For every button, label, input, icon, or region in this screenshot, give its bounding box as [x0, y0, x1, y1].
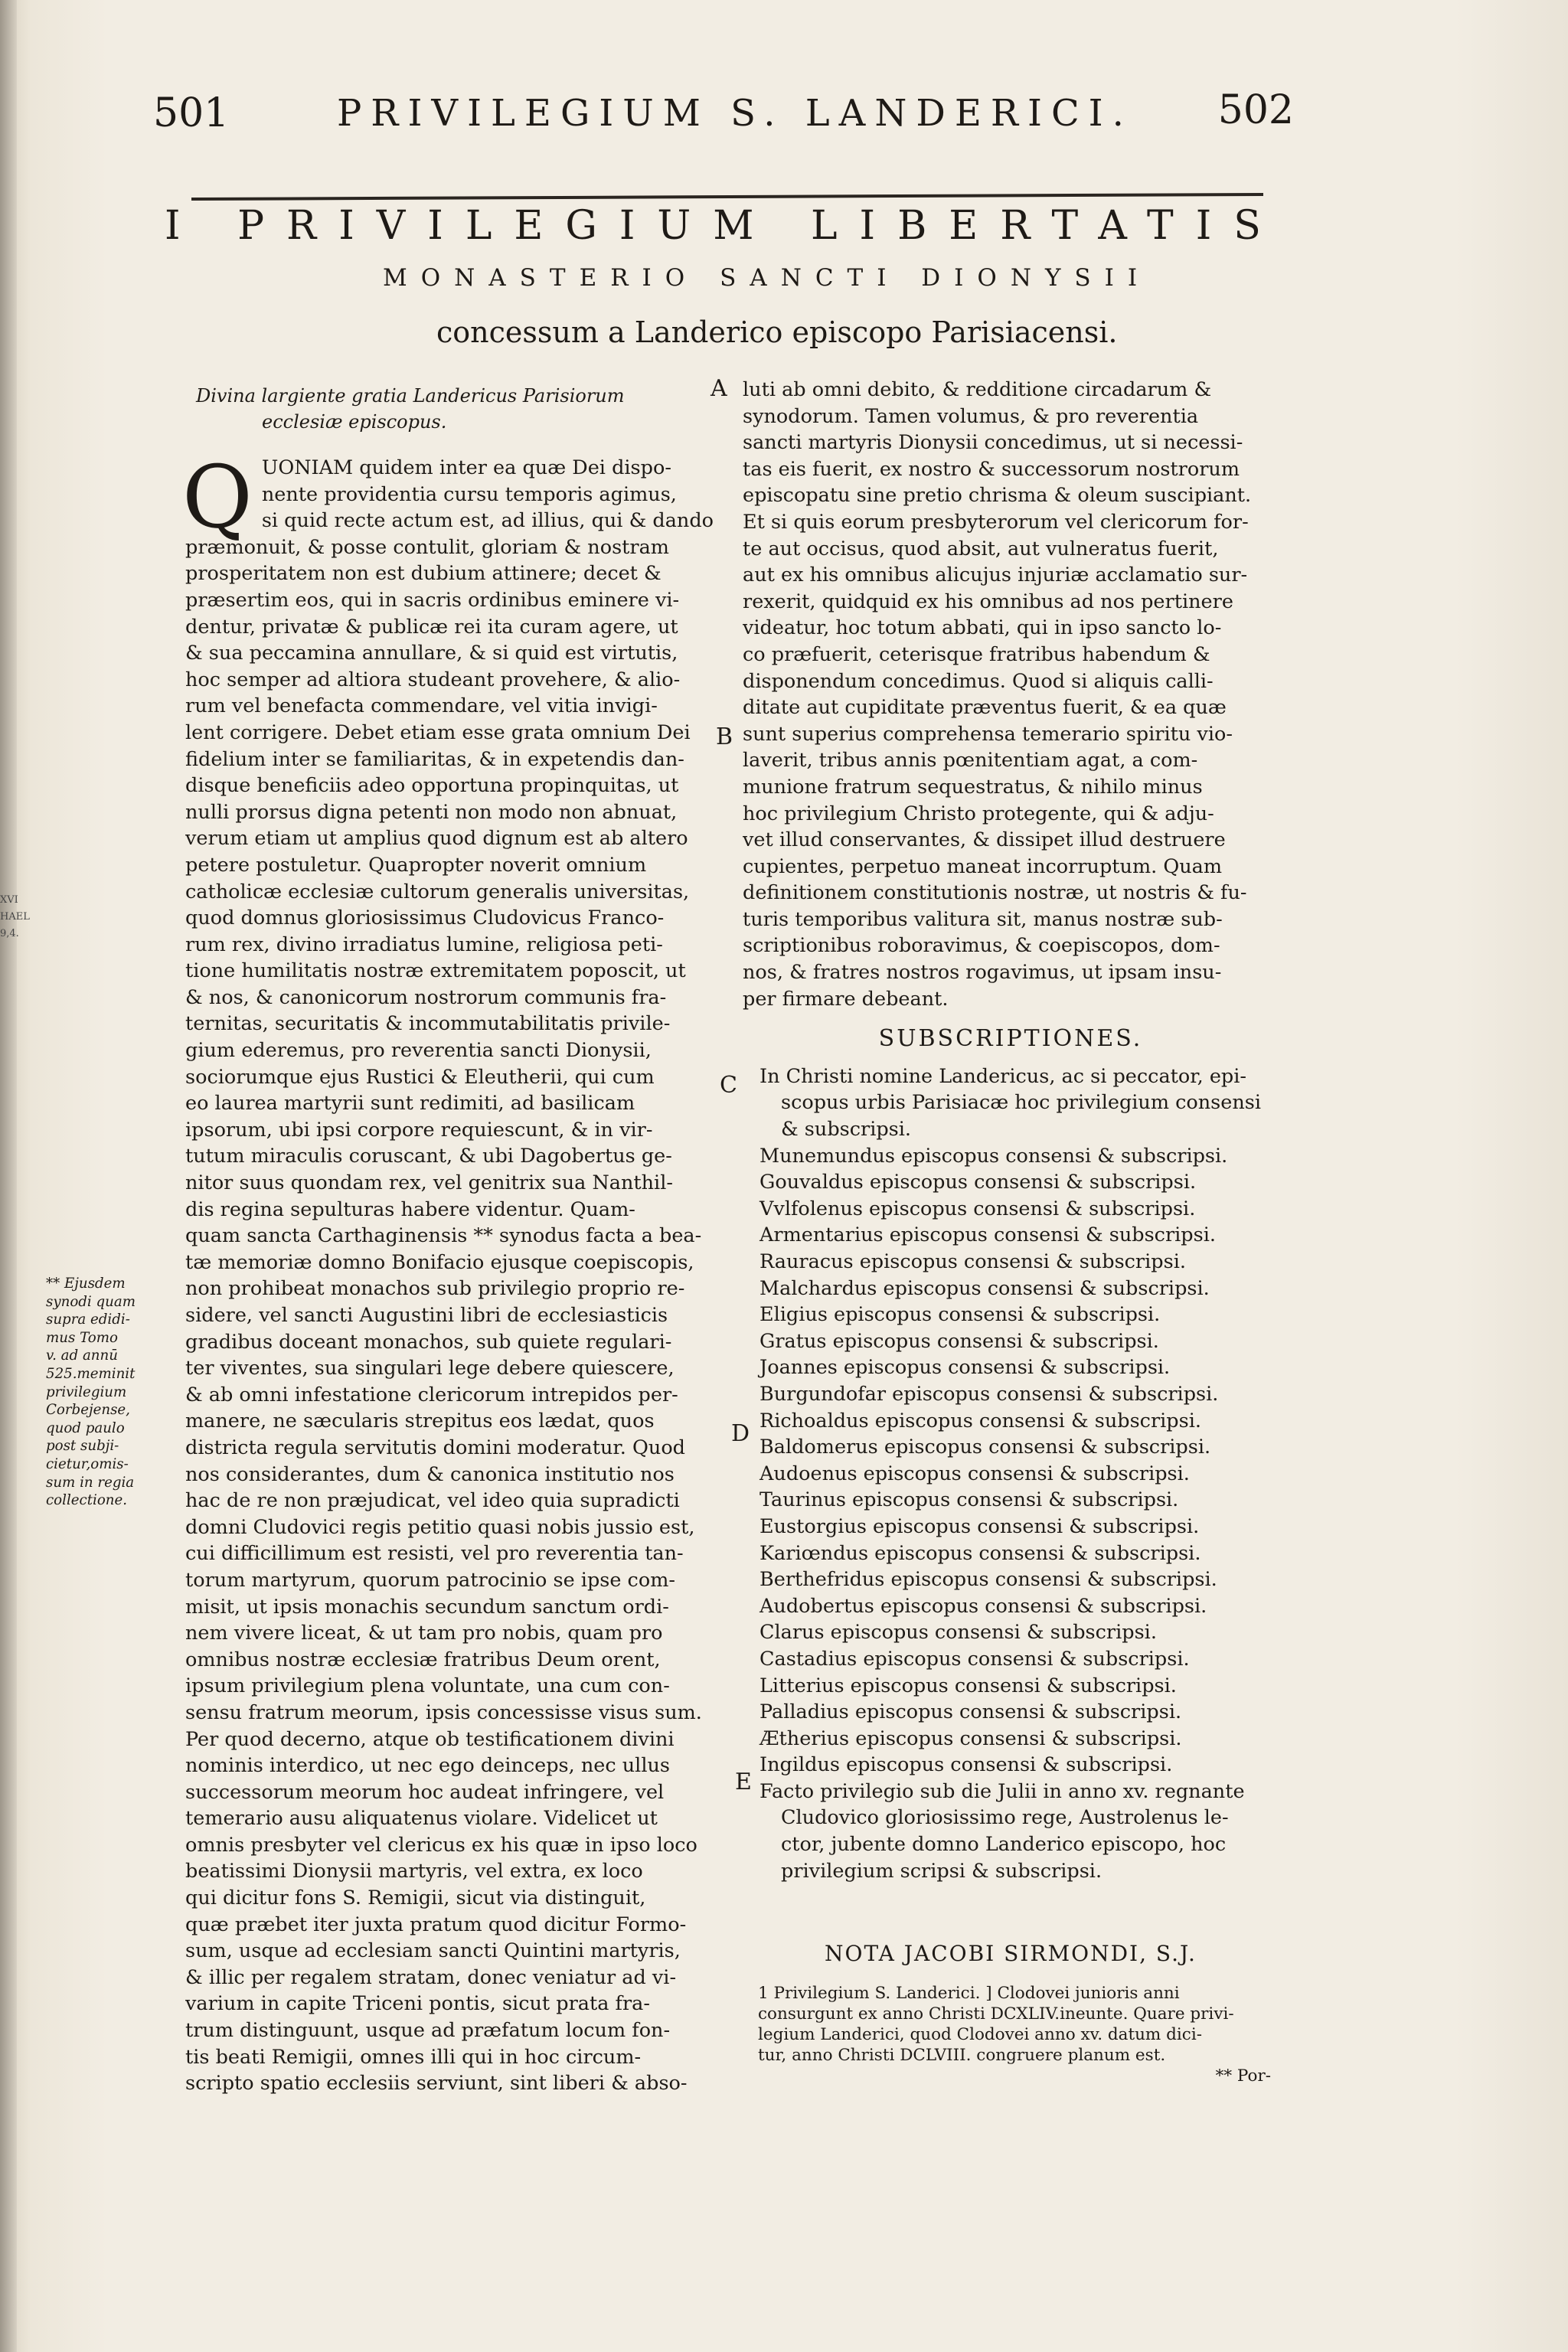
margin-note-line: 525.meminit: [46, 1365, 136, 1382]
salutation-line: ecclesiæ episcopus.: [262, 411, 447, 433]
title-line-1: I PRIVILEGIUM LIBERTATIS: [165, 203, 1283, 249]
text-line: definitionem constitutionis nostræ, ut nostris & fu-: [743, 881, 1247, 905]
text-line: trum distinguunt, usque ad præfatum locum fon-: [185, 2019, 671, 2043]
text-line: successorum meorum hoc audeat infringere, vel: [185, 1780, 665, 1804]
text-line: & illic per regalem stratam, donec veniatur ad vi-: [185, 1965, 677, 1989]
subscription-line: Ingildus episcopus consensi & subscripsi.: [760, 1753, 1173, 1777]
text-line: aut ex his omnibus alicujus injuriæ acclamatio sur-: [743, 564, 1248, 587]
text-line: hoc privilegium Christo protegente, qui & adju-: [743, 802, 1214, 825]
section-letter-c: C: [720, 1072, 737, 1099]
subscription-line: Ætherius episcopus consensi & subscripsi.: [760, 1726, 1182, 1750]
text-line: tutum miraculis coruscant, & ubi Dagobertus ge-: [185, 1145, 672, 1168]
text-line: nos considerantes, dum & canonica institutio nos: [185, 1462, 675, 1486]
edge-line: 9,4.: [0, 928, 19, 939]
margin-note: [46, 1275, 184, 1510]
nota-line: 1 Privilegium S. Landerici. ] Clodovei junioris anni: [758, 1983, 1180, 2003]
nota-block: [743, 1983, 1279, 2086]
text-line: omnis presbyter vel clericus ex his quæ in ipso loco: [185, 1833, 697, 1857]
left-edge-fragment: [0, 892, 30, 942]
nota-heading: NOTA JACOBI SIRMONDI, S.J.: [825, 1941, 1197, 1967]
subscription-line: Audobertus episcopus consensi & subscripsi.: [760, 1594, 1207, 1618]
text-line: sunt superius comprehensa temerario spiritu vio-: [743, 722, 1233, 746]
page-number-left: 501: [153, 90, 230, 136]
text-line: nitor suus quondam rex, vel genitrix sua Nanthil-: [185, 1171, 673, 1195]
subscription-line: Richoaldus episcopus consensi & subscripsi.: [760, 1409, 1201, 1432]
text-line: turis temporibus valitura sit, manus nostræ sub-: [743, 907, 1223, 931]
subscriptions-heading: SUBSCRIPTIONES.: [878, 1025, 1143, 1053]
text-line: cupientes, perpetuo maneat incorruptum. Quam: [743, 854, 1223, 878]
text-line: temerario ausu aliquatenus violare. Videlicet ut: [185, 1807, 658, 1831]
text-line: sidere, vel sancti Augustini libri de ecclesiasticis: [185, 1304, 668, 1327]
text-line: sociorumque ejus Rustici & Eleutherii, qui cum: [185, 1065, 655, 1089]
text-line: districta regula servitutis domini moderatur. Quod: [185, 1436, 685, 1459]
first-subscription: [743, 1063, 1279, 1143]
text-line: ditate aut cupiditate præventus fuerit, & ea quæ: [743, 696, 1227, 720]
subscription-line: Audoenus episcopus consensi & subscripsi.: [760, 1462, 1190, 1485]
margin-note-line: synodi quam: [46, 1293, 136, 1310]
text-line: verum etiam ut amplius quod dignum est ab altero: [185, 827, 688, 851]
subscription-line: & subscripsi.: [781, 1118, 912, 1142]
left-column: [182, 383, 714, 2097]
text-line: torum martyrum, quorum patrocinio se ipse com-: [185, 1568, 675, 1592]
text-line: & nos, & canonicorum nostrorum communis fra-: [185, 985, 667, 1009]
edge-line: HAEL: [0, 911, 30, 923]
margin-note-line: cietur,omis-: [46, 1455, 129, 1472]
text-line: episcopatu sine pretio chrisma & oleum suscipiant.: [743, 484, 1252, 508]
margin-note-line: supra edidi-: [46, 1312, 130, 1328]
facto-line: Facto privilegio sub die Julii in anno xv. regnante: [760, 1779, 1245, 1803]
margin-note-line: privilegium: [46, 1383, 127, 1400]
text-line: non prohibeat monachos sub privilegio proprio re-: [185, 1277, 685, 1301]
text-line: scriptionibus roboravimus, & coepiscopos, dom-: [743, 934, 1220, 958]
text-line: domni Cludovici regis petitio quasi nobis jussio est,: [185, 1515, 695, 1539]
text-line: luti ab omni debito, & redditione circadarum &: [743, 378, 1212, 401]
subscription-line: Burgundofar episcopus consensi & subscripsi.: [760, 1382, 1219, 1406]
text-line: fidelium inter se familiaritas, & in expetendis dan-: [185, 747, 684, 771]
section-letter-b: B: [716, 724, 733, 750]
subscription-line: Armentarius episcopus consensi & subscripsi.: [760, 1223, 1216, 1247]
running-title: PRIVILEGIUM S. LANDERICI.: [337, 92, 1133, 135]
text-line: dis regina sepulturas habere videntur. Quam-: [185, 1197, 635, 1221]
text-line: Per quod decerno, atque ob testificationem divini: [185, 1727, 675, 1751]
text-line: synodorum. Tamen volumus, & pro reverentia: [743, 404, 1199, 428]
text-line: sum, usque ad ecclesiam sancti Quintini martyris,: [185, 1939, 681, 1963]
section-letter-d: D: [731, 1420, 750, 1447]
text-line: petere postuletur. Quapropter noverit omnium: [185, 853, 647, 877]
margin-note-line: mus Tomo: [46, 1329, 118, 1346]
subscription-line: Palladius episcopus consensi & subscripsi.: [760, 1700, 1182, 1724]
text-line: præsertim eos, qui in sacris ordinibus eminere vi-: [185, 588, 680, 612]
subscription-line: Malchardus episcopus consensi & subscripsi.: [760, 1276, 1210, 1300]
subscription-line: Gouvaldus episcopus consensi & subscripsi.: [760, 1171, 1197, 1194]
right-column: [743, 377, 1279, 2086]
title-line-3: concessum a Landerico episcopo Parisiacensi.: [436, 315, 1118, 349]
text-line: hac de re non præjudicat, vel ideo quia supradicti: [185, 1489, 680, 1513]
title-line-2: MONASTERIO SANCTI DIONYSII: [383, 264, 1152, 292]
nota-line: consurgunt ex anno Christi DCXLIV.ineunte. Quare privi-: [758, 2004, 1234, 2024]
subscription-line: Baldomerus episcopus consensi & subscripsi.: [760, 1436, 1211, 1459]
text-line: lent corrigere. Debet etiam esse grata omnium Dei: [185, 720, 691, 744]
subscription-line: Rauracus episcopus consensi & subscripsi.: [760, 1250, 1186, 1273]
text-line: præmonuit, & posse contulit, gloriam & nostram: [185, 535, 669, 559]
facto-line: Cludovico gloriosissimo rege, Austrolenus le-: [781, 1806, 1229, 1830]
subscription-list: [743, 1143, 1279, 1779]
text-line: ternitas, securitatis & incommutabilitatis privile-: [185, 1012, 671, 1036]
text-line: per firmare debeant.: [743, 987, 949, 1011]
edge-line: XVI: [0, 894, 18, 906]
text-line: ipsum privilegium plena voluntate, una cum con-: [185, 1674, 670, 1698]
text-line: & ab omni infestatione clericorum intrepidos per-: [185, 1383, 678, 1406]
text-line: sensu fratrum meorum, ipsis concessisse visus sum.: [185, 1700, 702, 1724]
text-line: vet illud conservantes, & dissipet illud destruere: [743, 828, 1226, 852]
text-line: tæ memoriæ domno Bonifacio ejusque coepiscopis,: [185, 1250, 694, 1274]
subscription-line: Berthefridus episcopus consensi & subscripsi.: [760, 1568, 1217, 1592]
text-line: quod domnus gloriosissimus Cludovicus Franco-: [185, 906, 665, 930]
text-line: varium in capite Triceni pontis, sicut prata fra-: [185, 1992, 650, 2016]
subscription-line: Clarus episcopus consensi & subscripsi.: [760, 1621, 1157, 1645]
text-line: misit, ut ipsis monachis secundum sanctum ordi-: [185, 1595, 669, 1619]
text-line: ter viventes, sua singulari lege debere quiescere,: [185, 1357, 675, 1380]
text-line: laverit, tribus annis pœnitentiam agat, a com-: [743, 749, 1198, 773]
text-line: quam sancta Carthaginensis ** synodus facta a bea-: [185, 1224, 702, 1248]
subscription-line: scopus urbis Parisiacæ hoc privilegium consensi: [781, 1091, 1262, 1115]
text-line: Et si quis eorum presbyterorum vel clericorum for-: [743, 510, 1249, 534]
margin-note-line: v. ad annū: [46, 1348, 118, 1364]
section-letter-a: A: [710, 375, 727, 402]
drop-cap: Q: [182, 448, 253, 547]
text-line: nem vivere liceat, & ut tam pro nobis, quam pro: [185, 1622, 663, 1645]
text-line: & sua peccamina annullare, & si quid est virtutis,: [185, 642, 678, 665]
text-line: dentur, privatæ & publicæ rei ita curam agere, ut: [185, 615, 678, 639]
text-line: tis beati Remigii, omnes illi qui in hoc circum-: [185, 2045, 642, 2069]
subscription-line: Taurinus episcopus consensi & subscripsi.: [760, 1488, 1179, 1512]
margin-note-line: post subji-: [46, 1438, 119, 1455]
text-line: videatur, hoc totum abbati, qui in ipso sancto lo-: [743, 616, 1222, 640]
facto-paragraph: [743, 1779, 1279, 1884]
text-line: eo laurea martyrii sunt redimiti, ad basilicam: [185, 1092, 635, 1116]
text-line: disque beneficiis adeo opportuna propinquitas, ut: [185, 774, 679, 798]
text-line: nominis interdico, ut nec ego deinceps, nec ullus: [185, 1754, 670, 1778]
text-line: UONIAM quidem inter ea quæ Dei dispo-: [261, 456, 671, 479]
margin-note-line: ** Ejusdem: [46, 1276, 126, 1292]
right-body-text: [743, 377, 1279, 1012]
subscription-line: Eustorgius episcopus consensi & subscripsi.: [760, 1514, 1200, 1538]
subscription-line: Kariœndus episcopus consensi & subscripsi.: [760, 1541, 1201, 1565]
text-line: gium ederemus, pro reverentia sancti Dionysii,: [185, 1039, 652, 1063]
subscription-line: Litterius episcopus consensi & subscripsi.: [760, 1674, 1177, 1697]
text-line: si quid recte actum est, ad illius, qui & dando: [261, 509, 714, 533]
nota-line: ** Por-: [1215, 2066, 1271, 2086]
text-line: sancti martyris Dionysii concedimus, ut si necessi-: [743, 431, 1243, 455]
text-line: prosperitatem non est dubium attinere; decet &: [185, 562, 662, 586]
salutation-line: Divina largiente gratia Landericus Parisiorum: [196, 385, 625, 407]
text-line: nulli prorsus digna petenti non modo non abnuat,: [185, 800, 678, 824]
subscription-line: Vvlfolenus episcopus consensi & subscripsi.: [760, 1197, 1196, 1220]
text-line: nente providentia cursu temporis agimus,: [261, 482, 677, 506]
text-line: co præfuerit, ceterisque fratribus habendum &: [743, 642, 1210, 666]
text-line: omnibus nostræ ecclesiæ fratribus Deum orent,: [185, 1648, 661, 1671]
facto-line: ctor, jubente domno Landerico episcopo, hoc: [781, 1833, 1227, 1857]
subscription-line: Castadius episcopus consensi & subscripsi.: [760, 1647, 1190, 1671]
text-line: ipsorum, ubi ipsi corpore requiescunt, & in vir-: [185, 1118, 653, 1142]
text-line: gradibus doceant monachos, sub quiete regulari-: [185, 1330, 672, 1354]
text-line: munione fratrum sequestratus, & nihilo minus: [743, 775, 1203, 799]
margin-note-line: Corbejense,: [46, 1402, 130, 1419]
subscription-line: Gratus episcopus consensi & subscripsi.: [760, 1329, 1159, 1353]
margin-note-line: quod paulo: [46, 1419, 125, 1436]
margin-note-line: sum in regia: [46, 1474, 135, 1491]
text-line: cui difficillimum est resisti, vel pro reverentia tan-: [185, 1542, 684, 1566]
page-number-right: 502: [1217, 87, 1294, 133]
text-line: hoc semper ad altiora studeant provehere, & alio-: [185, 668, 681, 691]
text-line: beatissimi Dionysii martyris, vel extra, ex loco: [185, 1860, 643, 1883]
text-line: catholicæ ecclesiæ cultorum generalis universitas,: [185, 880, 690, 903]
book-gutter: [0, 0, 17, 2352]
nota-line: legium Landerici, quod Clodovei anno xv. datum dici-: [758, 2024, 1202, 2044]
text-line: tione humilitatis nostræ extremitatem poposcit, ut: [185, 959, 686, 983]
left-body-text: [185, 534, 714, 2097]
subscription-line: Eligius episcopus consensi & subscripsi.: [760, 1303, 1161, 1327]
text-line: te aut occisus, quod absit, aut vulneratus fuerit,: [743, 537, 1219, 560]
nota-line: tur, anno Christi DCLVIII. congruere planum est.: [758, 2045, 1166, 2065]
text-line: rum vel benefacta commendare, vel vitia invigi-: [185, 694, 658, 718]
subscription-line: Munemundus episcopus consensi & subscripsi.: [760, 1144, 1228, 1168]
text-line: rum rex, divino irradiatus lumine, religiosa peti-: [185, 933, 663, 956]
text-line: quæ præbet iter juxta pratum quod dicitur Formo-: [185, 1913, 687, 1936]
text-line: rexerit, quidquid ex his omnibus ad nos pertinere: [743, 590, 1233, 613]
text-line: nos, & fratres nostros rogavimus, ut ipsam insu-: [743, 961, 1222, 985]
text-line: manere, ne sæcularis strepitus eos lædat, quos: [185, 1410, 655, 1433]
text-line: scripto spatio ecclesiis serviunt, sint liberi & abso-: [185, 2072, 688, 2096]
facto-line: privilegium scripsi & subscripsi.: [781, 1859, 1102, 1883]
text-line: disponendum concedimus. Quod si aliquis calli-: [743, 669, 1214, 693]
subscription-line: Joannes episcopus consensi & subscripsi.: [760, 1356, 1171, 1380]
section-letter-e: E: [735, 1769, 752, 1795]
running-header: [153, 84, 1294, 145]
text-line: qui dicitur fons S. Remigii, sicut via distinguit,: [185, 1886, 646, 1910]
text-line: tas eis fuerit, ex nostro & successorum nostrorum: [743, 457, 1240, 481]
subscription-line: In Christi nomine Landericus, ac si peccator, epi-: [760, 1064, 1247, 1088]
margin-note-line: collectione.: [46, 1492, 128, 1509]
